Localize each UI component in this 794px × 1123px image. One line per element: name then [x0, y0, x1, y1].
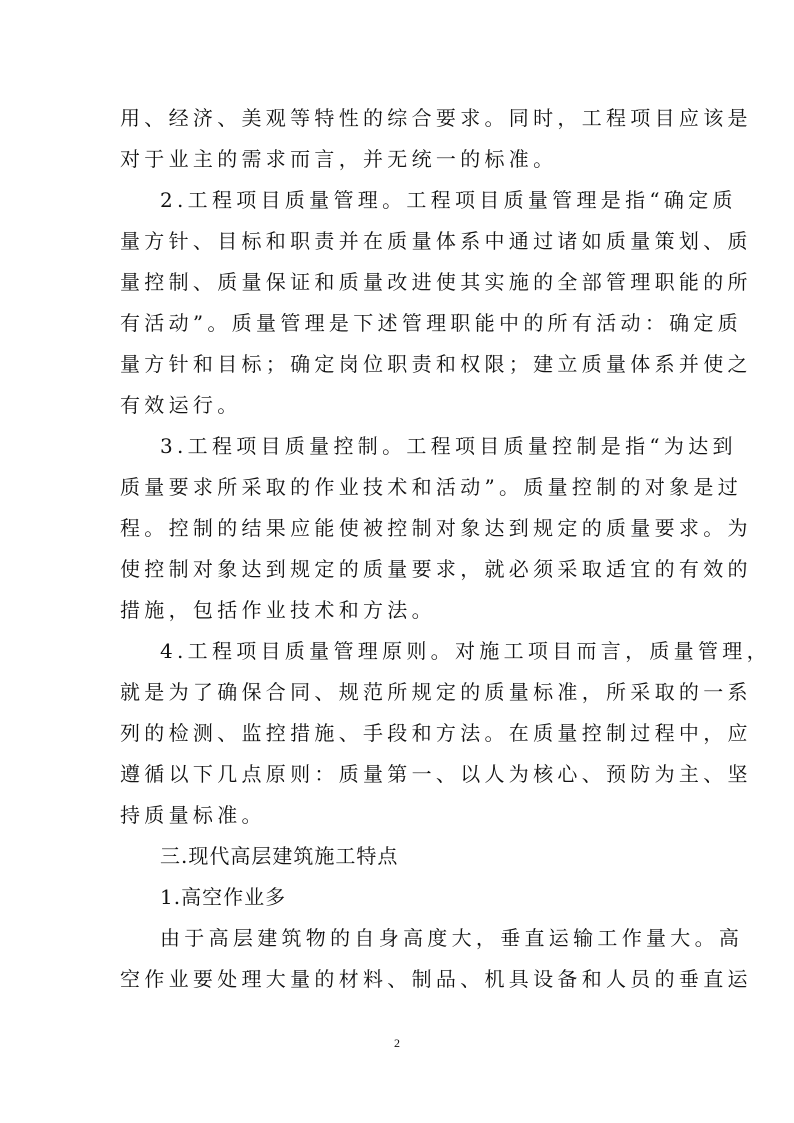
paragraph-first-line: 3.工程项目质量控制。工程项目质量控制是指“为达到 — [160, 434, 737, 458]
subsection-heading: 1.高空作业多 — [160, 885, 287, 909]
section-heading: 三.现代高层建筑施工特点 — [160, 844, 399, 868]
text-line: 程。控制的结果应能使被控制对象达到规定的质量要求。为 — [120, 516, 752, 540]
text-line: 对于业主的需求而言，并无统一的标准。 — [120, 147, 558, 171]
text-line: 空作业要处理大量的材料、制品、机具设备和人员的垂直运 — [120, 967, 752, 991]
text-line: 措施，包括作业技术和方法。 — [120, 598, 436, 622]
paragraph-first-line: 2.工程项目质量管理。工程项目质量管理是指“确定质 — [160, 188, 737, 212]
paragraph-first-line: 4.工程项目质量管理原则。对施工项目而言，质量管理， — [160, 639, 771, 663]
text-line: 持质量标准。 — [120, 803, 266, 827]
page-number: 2 — [394, 1036, 400, 1050]
text-line: 有活动”。质量管理是下述管理职能中的所有活动：确定质 — [120, 311, 743, 335]
text-line: 用、经济、美观等特性的综合要求。同时，工程项目应该是 — [120, 106, 752, 130]
paragraph-first-line: 由于高层建筑物的自身高度大，垂直运输工作量大。高 — [160, 926, 744, 950]
text-line: 使控制对象达到规定的质量要求，就必须采取适宜的有效的 — [120, 557, 752, 581]
text-line: 列的检测、监控措施、手段和方法。在质量控制过程中，应 — [120, 721, 752, 745]
text-line: 量方针、目标和职责并在质量体系中通过诸如质量策划、质 — [120, 229, 752, 253]
text-line: 量方针和目标；确定岗位职责和权限；建立质量体系并使之 — [120, 352, 752, 376]
text-line: 就是为了确保合同、规范所规定的质量标准，所采取的一系 — [120, 680, 752, 704]
text-line: 遵循以下几点原则：质量第一、以人为核心、预防为主、坚 — [120, 762, 752, 786]
text-line: 量控制、质量保证和质量改进使其实施的全部管理职能的所 — [120, 270, 752, 294]
text-line: 有效运行。 — [120, 393, 242, 417]
text-line: 质量要求所采取的作业技术和活动”。质量控制的对象是过 — [120, 475, 743, 499]
